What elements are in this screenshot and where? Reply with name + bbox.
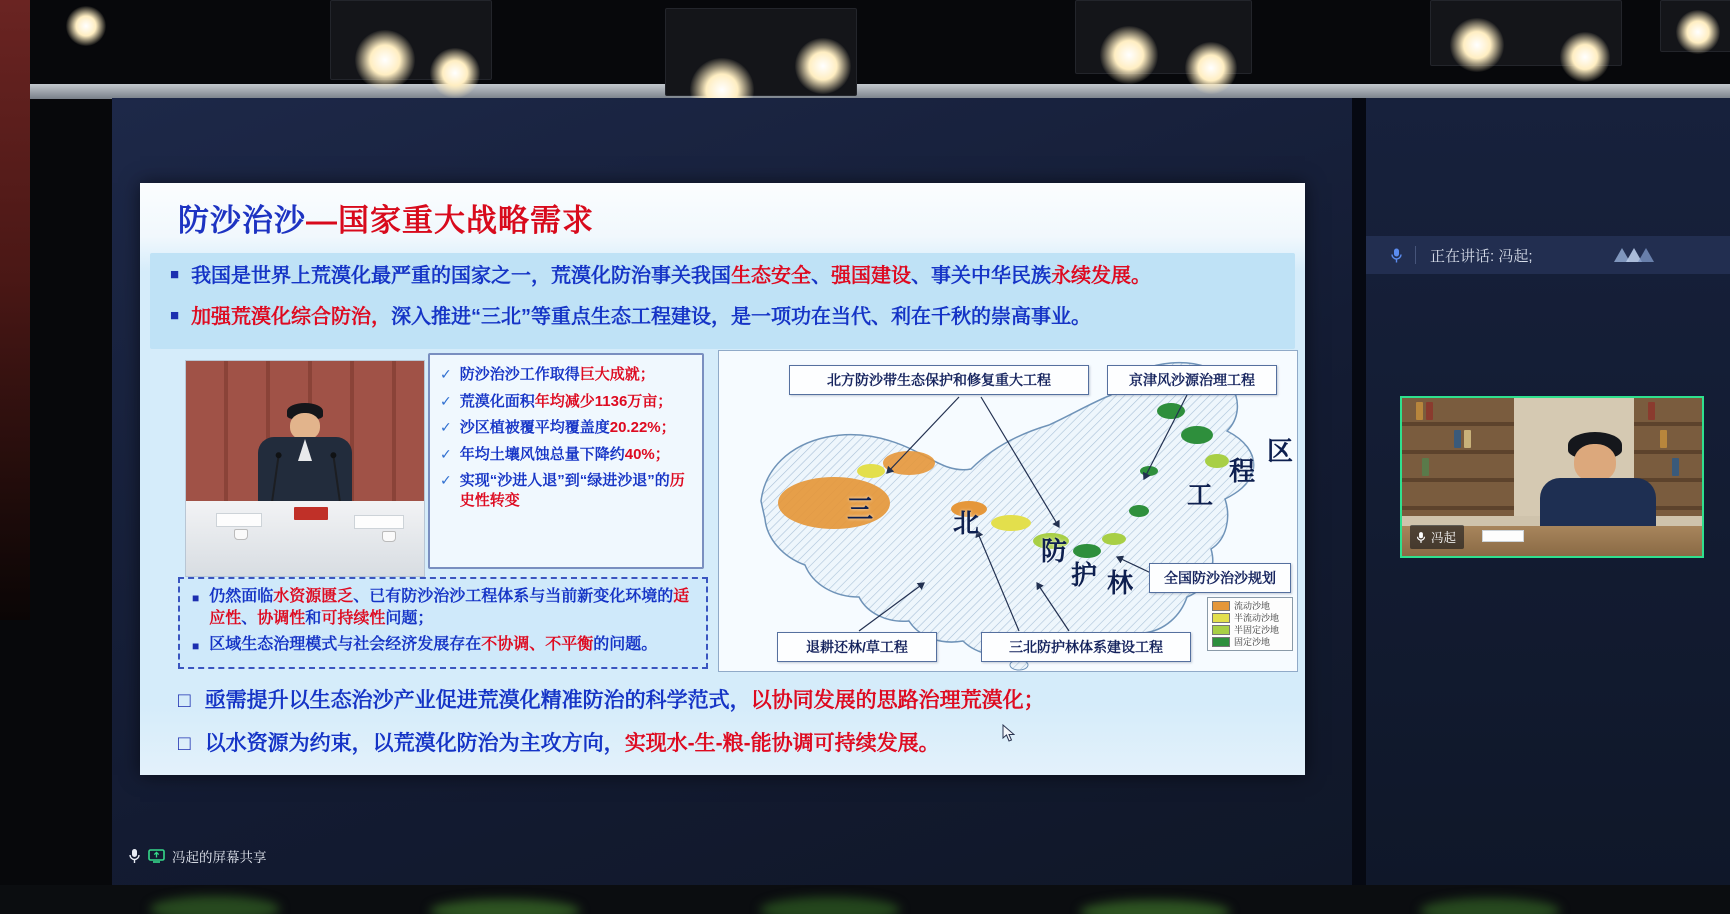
slide-title (178, 195, 594, 240)
achievement-text (460, 445, 670, 465)
achievement-item (440, 445, 694, 465)
legend-swatch (1212, 601, 1230, 611)
map-belt-char: 程 (1229, 456, 1256, 486)
problem-text (209, 634, 657, 656)
achievement-text (460, 471, 694, 510)
text-segment: 、 (241, 610, 258, 628)
text-segment: 以水资源为约束，以荒漠化防治为主攻方向， (204, 732, 625, 755)
divider (1415, 246, 1416, 264)
text-segment: 问题； (385, 610, 434, 628)
meeting-main-area (112, 98, 1352, 885)
achievement-item (440, 392, 694, 412)
participant-name: 冯起 (1431, 531, 1457, 545)
text-segment: 强国建设 (831, 265, 912, 287)
slide-title-prefix: 防沙治沙 (178, 203, 306, 238)
achievement-item (440, 418, 694, 438)
conclusion-bullet (178, 731, 1278, 757)
legend-item (1212, 601, 1288, 611)
text-segment: 实现水-生-粮-能协调可持续发展。 (624, 732, 940, 755)
map-belt-char: 林 (1107, 568, 1134, 598)
text-segment: 、事关中华民族 (911, 265, 1052, 287)
share-status-text: 冯起的屏幕共享 (172, 850, 267, 865)
map-label-returning: 退耕还林/草工程 (777, 632, 937, 662)
text-segment: 历史性转变 (459, 472, 685, 509)
lamp-glow (1450, 18, 1504, 72)
ceiling-soffit (0, 84, 1730, 99)
legend-label: 半固定沙地 (1234, 624, 1280, 635)
conclusion-text (205, 731, 940, 757)
text-segment: 以协同发展的思路治理荒漠化； (750, 689, 1045, 712)
slide-title-suffix: —国家重大战略需求 (306, 203, 594, 238)
text-segment: 沙区植被覆平均覆盖度 (459, 419, 610, 436)
stage-curtain (0, 0, 30, 620)
legend-label: 固定沙地 (1234, 636, 1271, 647)
lamp-glow (1560, 32, 1610, 82)
conclusion-text (205, 688, 1045, 714)
intro-text (191, 305, 1091, 329)
text-segment: 、 (811, 265, 832, 287)
lamp-glow (355, 30, 415, 90)
bullet-icon: ■ (192, 591, 200, 605)
book (1422, 458, 1429, 476)
problem-item (188, 586, 698, 630)
book (1660, 430, 1667, 448)
bullet-icon: ■ (170, 266, 180, 283)
meeting-side-panel (1366, 98, 1730, 885)
text-segment: 水资源匮乏 (273, 588, 354, 605)
legend-swatch (1212, 613, 1230, 623)
achievement-item (440, 365, 694, 385)
text-segment: 、已有防沙治沙工程体系与当前新变化环境的 (353, 588, 674, 605)
bullet-open-icon: □ (178, 732, 191, 755)
text-segment: 适应性 (209, 588, 690, 628)
map-legend (1207, 597, 1293, 651)
text-segment: 加强荒漠化综合防治， (191, 306, 392, 328)
text-segment: 可持续性 (321, 610, 386, 628)
check-icon: ✓ (440, 419, 452, 435)
bullet-open-icon: □ (178, 689, 191, 712)
name-placard (294, 507, 328, 520)
speaker-figure (1574, 444, 1616, 482)
leader-photo (185, 360, 425, 577)
papers (1482, 530, 1524, 542)
text-segment: 防沙治沙工作取得 (459, 366, 580, 383)
speaking-bar (1366, 236, 1730, 274)
papers (216, 513, 262, 527)
text-segment: 协调性 (257, 610, 306, 628)
map-label-jingjin: 京津风沙源治理工程 (1107, 365, 1277, 395)
text-segment: 40%； (624, 445, 670, 463)
achievements-panel (428, 353, 704, 569)
legend-item (1212, 613, 1288, 623)
check-icon: ✓ (440, 366, 452, 382)
text-segment: 不协调、不平衡 (481, 636, 594, 654)
intro-text (191, 264, 1151, 288)
speaking-label: 正在讲话: 冯起; (1430, 247, 1533, 265)
speaker-video-tile[interactable] (1400, 396, 1704, 558)
achievement-item (440, 471, 694, 510)
conclusion-bullet (178, 688, 1278, 714)
lamp-glow (1100, 26, 1158, 84)
book (1454, 430, 1461, 448)
text-segment: 区域生态治理模式与社会经济发展存在 (209, 636, 482, 654)
book (1426, 402, 1433, 420)
problems-panel (178, 577, 708, 669)
lamp-glow (1676, 10, 1720, 54)
book (1648, 402, 1655, 420)
text-segment: 20.22%； (609, 419, 676, 436)
papers (354, 515, 404, 529)
mic-icon[interactable] (1390, 247, 1403, 264)
photo-figure (290, 413, 320, 440)
map-belt-char: 区 (1267, 436, 1294, 466)
text-segment: 荒漠化面积 (459, 392, 535, 410)
participant-name-badge (1410, 525, 1464, 549)
text-segment: 的问题。 (593, 636, 658, 654)
lamp-glow (795, 38, 851, 94)
bullet-icon: ■ (170, 307, 180, 324)
achievement-text (460, 418, 676, 438)
text-segment: 深入推进“三北”等重点生态工程建设，是一项功在当代、利在千秋的崇高事业。 (391, 306, 1092, 328)
text-segment: 生态安全 (731, 265, 812, 287)
legend-swatch (1212, 637, 1230, 647)
map-label-north-belt: 北方防沙带生态保护和修复重大工程 (789, 365, 1089, 395)
bullet-icon: ■ (192, 639, 200, 654)
book (1672, 458, 1679, 476)
lamp-glow (430, 48, 480, 98)
mouse-cursor (1002, 724, 1015, 742)
map-belt-char: 工 (1187, 480, 1214, 510)
lamp-glow (66, 6, 106, 46)
lamp-glow (1185, 42, 1237, 94)
mic-icon[interactable] (1416, 531, 1426, 544)
check-icon: ✓ (440, 392, 452, 409)
text-segment: 年均减少1136万亩； (534, 392, 673, 410)
map-label-national-plan: 全国防沙治沙规划 (1149, 563, 1291, 593)
text-segment: 年均土壤风蚀总量下降约 (459, 445, 625, 463)
map-label-three-north: 三北防护林体系建设工程 (981, 632, 1191, 662)
book (1464, 430, 1471, 448)
intro-bullet (170, 305, 1275, 329)
achievement-text (460, 392, 673, 412)
map-belt-char: 北 (953, 508, 980, 538)
text-segment: 永续发展。 (1051, 265, 1152, 287)
text-segment: 仍然面临 (209, 588, 274, 605)
teacup (382, 531, 396, 542)
screen-share-indicator (128, 846, 267, 866)
teacup (234, 529, 248, 540)
shared-slide (140, 183, 1305, 775)
problem-text (209, 586, 698, 630)
map-belt-char: 防 (1041, 536, 1068, 566)
legend-item (1212, 637, 1288, 647)
intro-band (150, 253, 1295, 349)
intro-bullet (170, 264, 1275, 288)
led-screen (112, 98, 1730, 885)
text-segment: 巨大成就； (579, 366, 655, 383)
book (1416, 402, 1423, 420)
legend-item (1212, 625, 1288, 635)
map-belt-char: 护 (1071, 560, 1098, 590)
problem-item (188, 634, 698, 656)
legend-label: 流动沙地 (1234, 600, 1271, 611)
text-segment: 和 (305, 610, 322, 628)
legend-label: 半流动沙地 (1234, 612, 1280, 623)
map-belt-char: 三 (847, 494, 874, 524)
meeting-logo-icon (1612, 244, 1658, 266)
text-segment: 实现“沙进人退”到“绿进沙退”的 (459, 472, 670, 489)
text-segment: 亟需提升以生态治沙产业促进荒漠化精准防治的科学范式， (204, 689, 751, 712)
china-map-panel (718, 350, 1298, 672)
mic-icon[interactable] (128, 848, 141, 864)
text-segment: 我国是世界上荒漠化最严重的国家之一，荒漠化防治事关我国 (191, 265, 732, 287)
screen-seam (1352, 98, 1366, 885)
check-icon: ✓ (440, 445, 452, 462)
screen-share-icon (148, 849, 165, 863)
achievement-text (460, 365, 655, 385)
legend-swatch (1212, 625, 1230, 635)
check-icon: ✓ (440, 472, 452, 488)
